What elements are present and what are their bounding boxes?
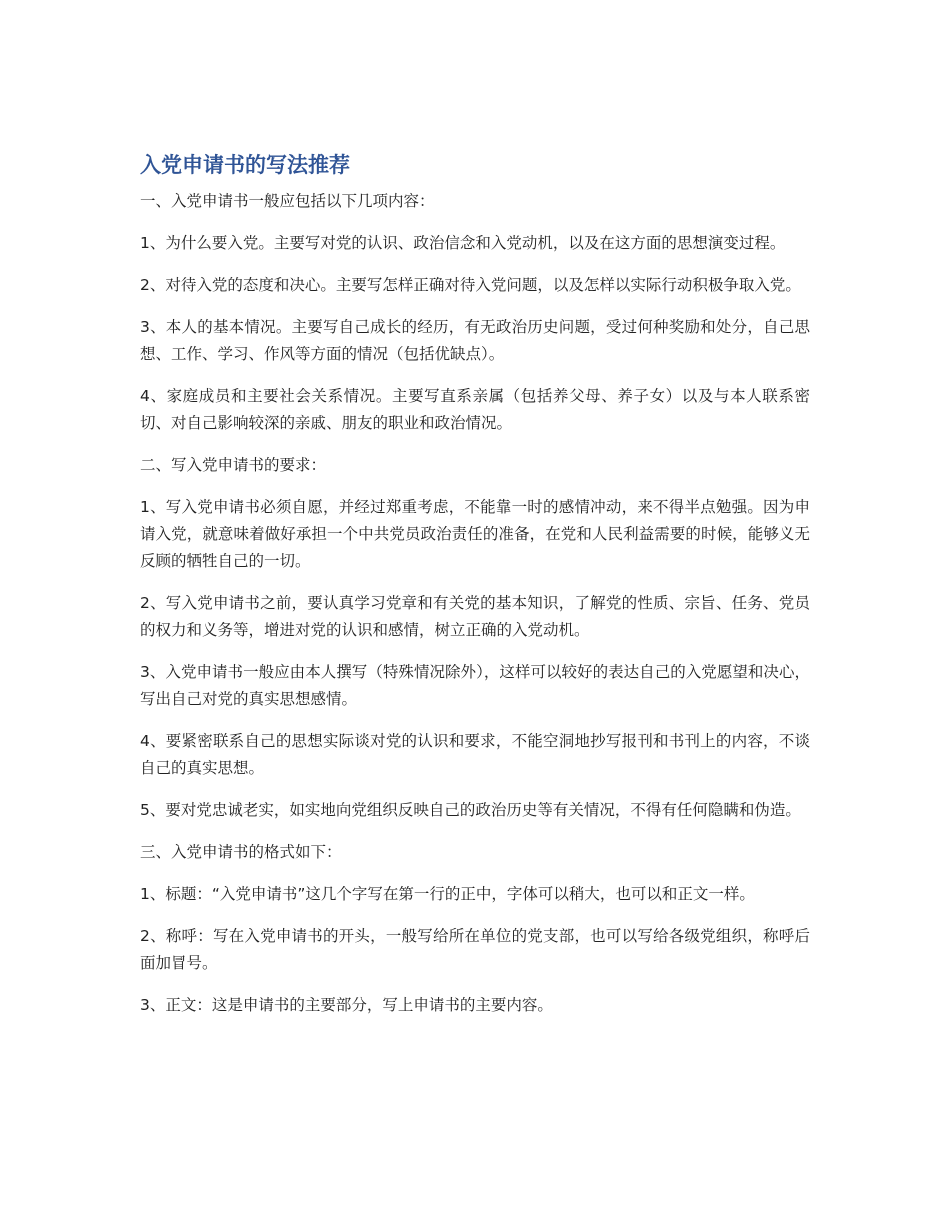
document-title: 入党申请书的写法推荐	[140, 153, 350, 177]
section-heading-1: 一、入党申请书一般应包括以下几项内容：	[140, 192, 435, 210]
paragraph: 2、写入党申请书之前，要认真学习党章和有关党的基本知识，了解党的性质、宗旨、任务、党员的权力和义务等，增进对党的认识和感情，树立正确的入党动机。	[140, 594, 810, 639]
paragraph: 1、为什么要入党。主要写对党的认识、政治信念和入党动机，以及在这方面的思想演变过程。	[140, 234, 786, 252]
section-heading-3: 三、入党申请书的格式如下：	[140, 843, 342, 861]
paragraph: 3、本人的基本情况。主要写自己成长的经历，有无政治历史问题，受过何种奖励和处分，自己思想、工作、学习、作风等方面的情况（包括优缺点）。	[140, 318, 810, 363]
section-heading-2: 二、写入党申请书的要求：	[140, 456, 327, 474]
paragraph: 2、对待入党的态度和决心。主要写怎样正确对待入党问题，以及怎样以实际行动积极争取入党。	[140, 276, 801, 294]
paragraph: 4、家庭成员和主要社会关系情况。主要写直系亲属（包括养父母、养子女）以及与本人联系密切、对自己影响较深的亲戚、朋友的职业和政治情况。	[140, 387, 810, 432]
paragraph: 3、入党申请书一般应由本人撰写（特殊情况除外），这样可以较好的表达自己的入党愿望和决心，写出自己对党的真实思想感情。	[140, 663, 810, 708]
paragraph: 1、写入党申请书必须自愿，并经过郑重考虑，不能靠一时的感情冲动，来不得半点勉强。因为申请入党，就意味着做好承担一个中共党员政治责任的准备，在党和人民利益需要的时候，能够义无反顾的牺牲自己的一切。	[140, 498, 810, 570]
paragraph: 5、要对党忠诚老实，如实地向党组织反映自己的政治历史等有关情况，不得有任何隐瞒和伪造。	[140, 801, 801, 819]
paragraph: 4、要紧密联系自己的思想实际谈对党的认识和要求，不能空洞地抄写报刊和书刊上的内容，不谈自己的真实思想。	[140, 732, 810, 777]
paragraph: 1、标题：“入党申请书”这几个字写在第一行的正中，字体可以稍大，也可以和正文一样。	[140, 885, 755, 903]
paragraph: 3、正文：这是申请书的主要部分，写上申请书的主要内容。	[140, 996, 553, 1014]
paragraph: 2、称呼：写在入党申请书的开头，一般写给所在单位的党支部，也可以写给各级党组织，称呼后面加冒号。	[140, 927, 810, 972]
